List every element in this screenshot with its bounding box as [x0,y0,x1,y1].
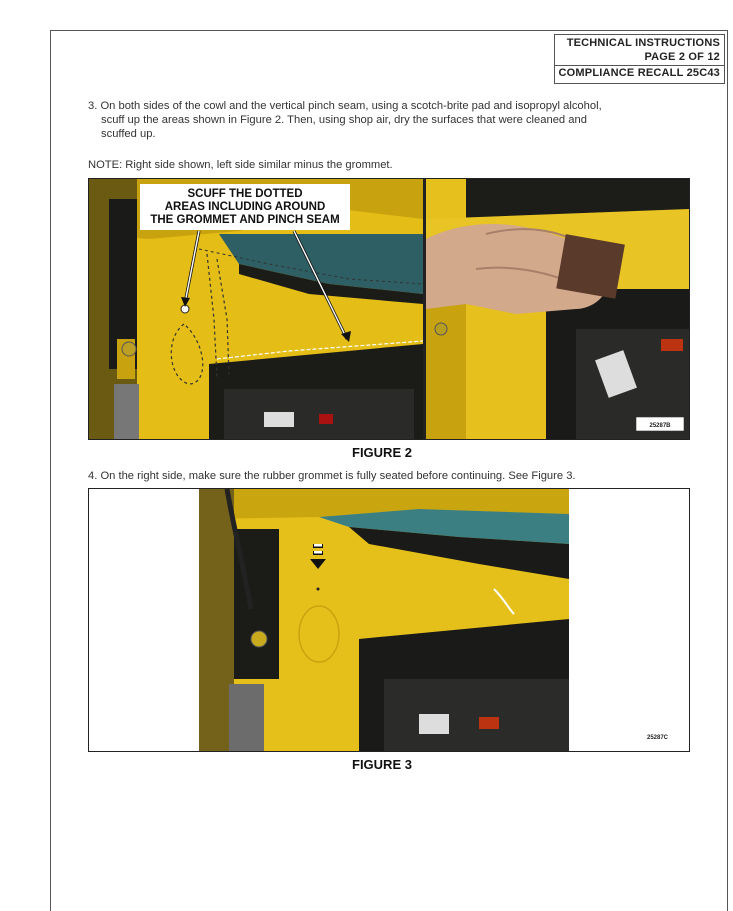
figure-3-code: 25287C [647,735,669,741]
step-4-text: 4. On the right side, make sure the rubber grommet is fully seated before continuing. See Figure 3. [88,470,576,482]
figure-2 [88,178,690,440]
step-3-line-3: scuffed up. [101,128,156,140]
figure-2-callout-line-3: THE GROMMET AND PINCH SEAM [150,214,340,226]
header-recall-number: COMPLIANCE RECALL 25C43 [555,65,724,81]
step-3-line-1: 3. On both sides of the cowl and the vertical pinch seam, using a scotch-brite pad and isopropyl alcohol, [88,100,602,112]
figure-2-code: 25287B [649,423,671,429]
figure-2-left-photo [89,179,423,439]
step-3-text [88,99,688,141]
figure-3-photo [199,489,569,751]
figure-2-callout-line-2: AREAS INCLUDING AROUND [164,201,326,213]
figure-2-callout-line-1: SCUFF THE DOTTED [187,188,303,200]
document-header [554,34,725,84]
figure-3 [88,488,690,752]
figure-2-right-photo [426,179,689,439]
header-page-number: PAGE 2 OF 12 [644,50,720,63]
step-3-line-2: scuff up the areas shown in Figure 2. Then, using shop air, dry the surfaces that were cleaned and [101,114,587,126]
header-title: TECHNICAL INSTRUCTIONS [566,37,720,49]
figure-3-caption: FIGURE 3 [352,757,412,772]
note-text: NOTE: Right side shown, left side similar minus the grommet. [88,159,393,171]
figure-2-caption: FIGURE 2 [352,445,412,460]
